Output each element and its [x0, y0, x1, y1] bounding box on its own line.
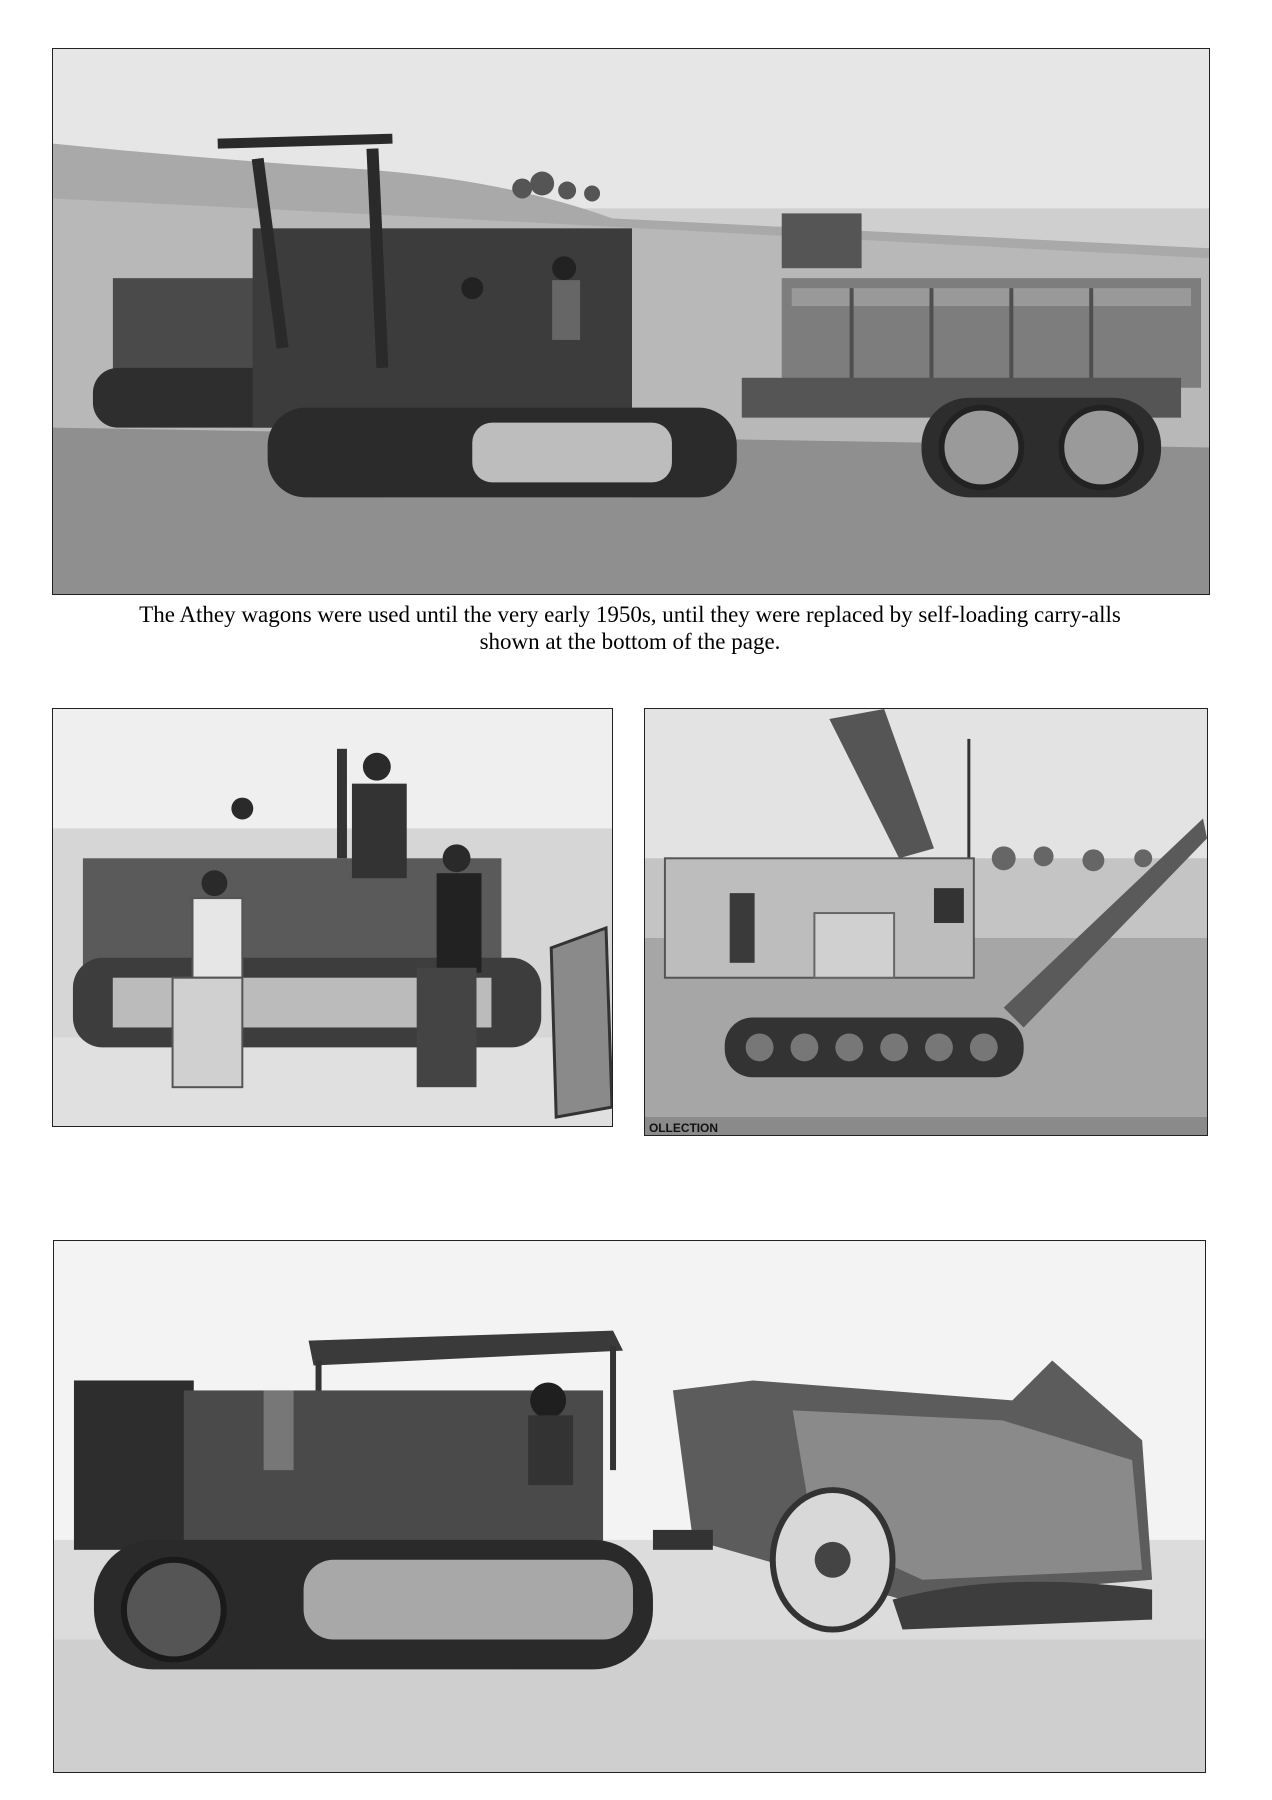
photo-men-on-bulldozer-image: [53, 709, 612, 1126]
caption-line-2: shown at the bottom of the page.: [479, 629, 781, 654]
photo-men-on-bulldozer: [52, 708, 613, 1127]
photo-caption: [60, 601, 1200, 655]
photo-dragline-excavator-image: [645, 709, 1207, 1135]
photo-athey-wagons: [52, 48, 1210, 595]
photo-athey-wagons-image: [53, 49, 1209, 594]
watermark-text: OLLECTION: [648, 1121, 718, 1135]
caption-line-1: The Athey wagons were used until the very early 1950s, until they were replaced by self-loading carry-alls: [139, 602, 1121, 627]
photo-carry-all-scraper-image: [54, 1241, 1205, 1772]
photo-dragline-excavator: [644, 708, 1208, 1136]
photo-carry-all-scraper: [53, 1240, 1206, 1773]
